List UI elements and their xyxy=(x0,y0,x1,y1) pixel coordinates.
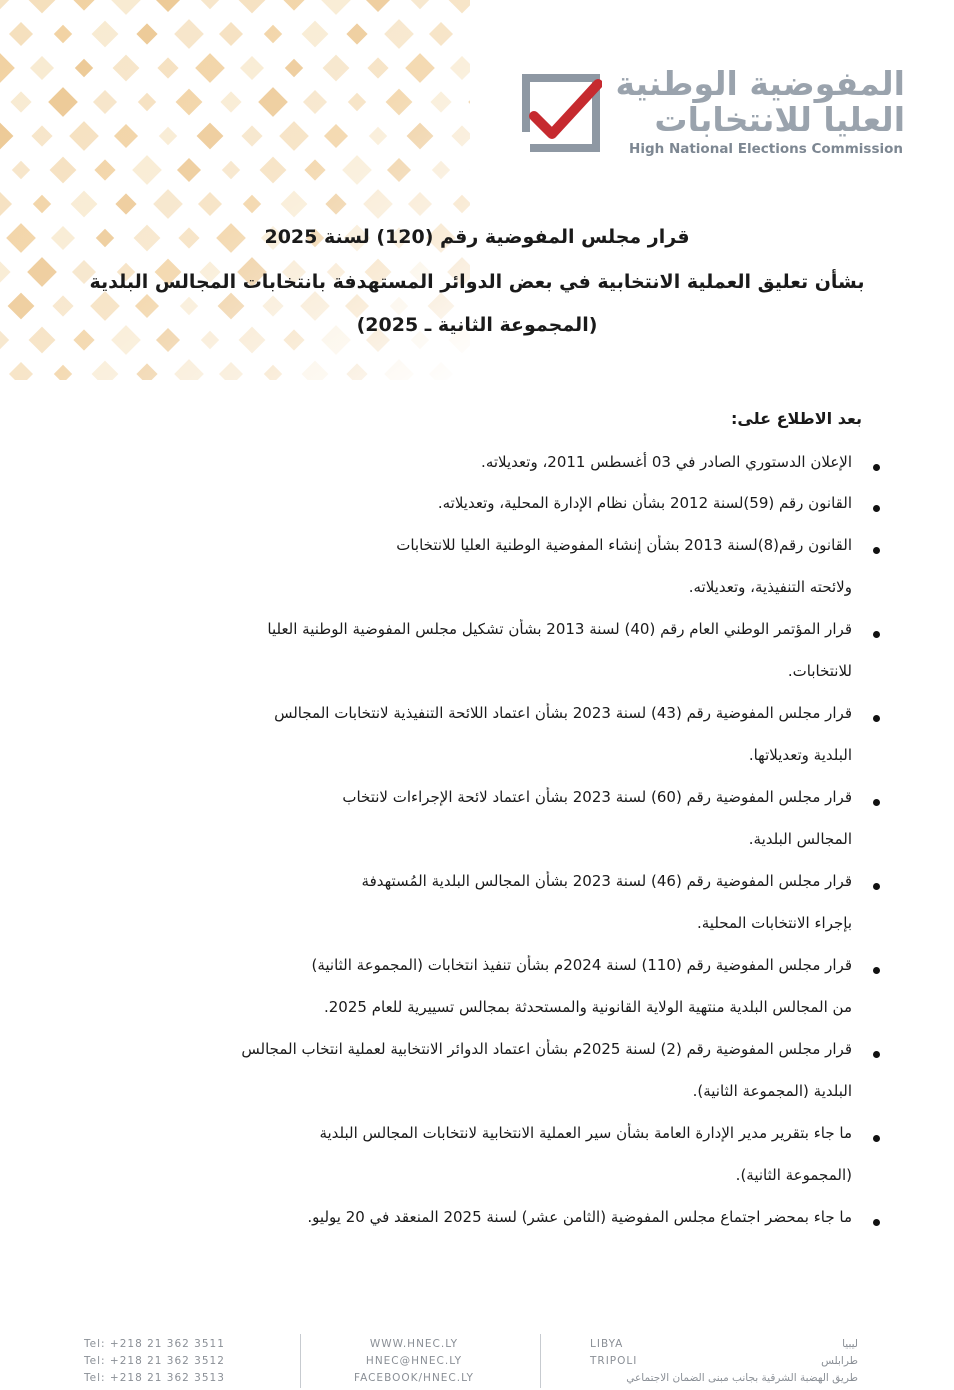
logo-arabic-line2: العليا للانتخابات xyxy=(654,100,905,139)
logo-arabic-line1: المفوضية الوطنية xyxy=(615,64,905,103)
decision-group: (المجموعة الثانية ـ 2025) xyxy=(356,314,598,336)
bullet-icon xyxy=(873,1135,880,1142)
list-item-text-cont: بإجراء الانتخابات المحلية. xyxy=(697,914,852,932)
bullet-icon xyxy=(873,547,880,554)
list-item xyxy=(62,703,884,765)
list-item-text: ما جاء بتقرير مدير الإدارة العامة بشأن سير العملية الانتخابية لانتخابات المجالس البلدية xyxy=(319,1124,852,1142)
tel-label: Tel xyxy=(84,1338,102,1350)
list-item xyxy=(62,452,884,472)
bullet-icon xyxy=(873,631,880,638)
list-item xyxy=(62,871,884,933)
list-item-text: قرار مجلس المفوضية رقم (43) لسنة 2023 بشأن اعتماد اللائحة التنفيذية لانتخابات المجالس xyxy=(274,704,852,722)
bullet-icon xyxy=(873,799,880,806)
tel-label: Tel xyxy=(84,1372,102,1384)
phone-1[interactable]: +218 21 362 3511 xyxy=(109,1338,225,1350)
list-item-text: القانون رقم(8)لسنة 2013 بشأن إنشاء المفوضية الوطنية العليا للانتخابات xyxy=(396,536,852,554)
list-item xyxy=(62,1123,884,1185)
list-item-text-cont: من المجالس البلدية منتهية الولاية القانونية والمستحدثة بمجالس تسييرية للعام 2025. xyxy=(323,998,852,1016)
address-ar: طريق الهضبة الشرقية بجانب مبنى الضمان الاجتماعي xyxy=(626,1372,858,1384)
list-item-text-cont: المجالس البلدية. xyxy=(748,830,852,848)
list-item-text: قرار مجلس المفوضية رقم (46) لسنة 2023 بشأن المجالس البلدية المُستهدفة xyxy=(361,872,852,890)
bullet-icon xyxy=(873,1051,880,1058)
list-item-text-cont: البلدية (المجموعة الثانية). xyxy=(692,1082,852,1100)
email-link[interactable]: HNEC@HNEC.LY xyxy=(365,1355,463,1367)
footer-phones: Tel: +218 21 362 3511 Tel: +218 21 362 3512 Tel: +218 21 362 3513 xyxy=(84,1338,225,1384)
list-item-text: قرار مجلس المفوضية رقم (110) لسنة 2024م بشأن تنفيذ انتخابات (المجموعة الثانية) xyxy=(311,956,852,974)
list-item-text: ما جاء بمحضر اجتماع مجلس المفوضية (الثامن عشر) لسنة 2025 المنعقد في 20 يوليو. xyxy=(307,1208,852,1226)
phone-3[interactable]: +218 21 362 3513 xyxy=(109,1372,225,1384)
bullet-icon xyxy=(873,715,880,722)
phone-2[interactable]: +218 21 362 3512 xyxy=(109,1355,225,1367)
decision-title: قرار مجلس المفوضية رقم (120) لسنة 2025 xyxy=(264,226,690,248)
list-item-text: قرار المؤتمر الوطني العام رقم (40) لسنة 2013 بشأن تشكيل مجلس المفوضية الوطنية العليا xyxy=(267,620,852,638)
list-item-text: قرار مجلس المفوضية رقم (2) لسنة 2025م بشأن اعتماد الدوائر الانتخابية لعملية انتخاب المجالس xyxy=(241,1040,852,1058)
bullet-icon xyxy=(873,883,880,890)
list-item xyxy=(62,955,884,1017)
footer-web xyxy=(334,1336,494,1387)
list-item xyxy=(62,1039,884,1101)
facebook-link[interactable]: FACEBOOK/HNEC.LY xyxy=(354,1372,474,1384)
logo-english-name: High National Elections Commission xyxy=(629,141,903,157)
references-list xyxy=(62,444,884,1227)
list-item-text-cont: للانتخابات. xyxy=(787,662,852,680)
hnec-logo xyxy=(520,64,905,160)
city-ar: طرابلس xyxy=(821,1355,858,1367)
list-item xyxy=(62,1207,884,1227)
list-item-text: الإعلان الدستوري الصادر في 03 أغسطس 2011، وتعديلاته. xyxy=(481,453,852,471)
list-item-text: القانون رقم (59)لسنة 2012 بشأن نظام الإدارة المحلية، وتعديلاته. xyxy=(437,494,852,512)
bullet-icon xyxy=(873,967,880,974)
list-item-text: قرار مجلس المفوضية رقم (60) لسنة 2023 بشأن اعتماد لائحة الإجراءات لانتخاب xyxy=(342,788,852,806)
bullet-icon xyxy=(873,505,880,512)
bullet-icon xyxy=(873,1219,880,1226)
footer-divider xyxy=(540,1334,541,1388)
footer-address-ar xyxy=(626,1336,858,1387)
list-item-text-cont: ولائحته التنفيذية، وتعديلاته. xyxy=(688,578,852,596)
footer xyxy=(0,1330,954,1390)
tel-label: Tel xyxy=(84,1355,102,1367)
list-item-text-cont: (المجموعة الثانية). xyxy=(735,1166,852,1184)
checkmark-ballot-icon xyxy=(520,72,602,154)
footer-divider xyxy=(300,1334,301,1388)
list-item xyxy=(62,787,884,849)
bullet-icon xyxy=(873,464,880,471)
list-item xyxy=(62,493,884,513)
country-ar: ليبيا xyxy=(842,1338,858,1350)
list-item xyxy=(62,535,884,597)
city: TRIPOLI xyxy=(590,1355,638,1367)
decision-subject: بشأن تعليق العملية الانتخابية في بعض الدوائر المستهدفة بانتخابات المجالس البلدية xyxy=(89,271,865,293)
country: LIBYA xyxy=(590,1338,624,1350)
list-item-text-cont: البلدية وتعديلاتها. xyxy=(748,746,852,764)
list-item xyxy=(62,619,884,681)
website-link[interactable]: WWW.HNEC.LY xyxy=(369,1338,459,1350)
intro-heading: بعد الاطلاع على: xyxy=(730,409,862,428)
